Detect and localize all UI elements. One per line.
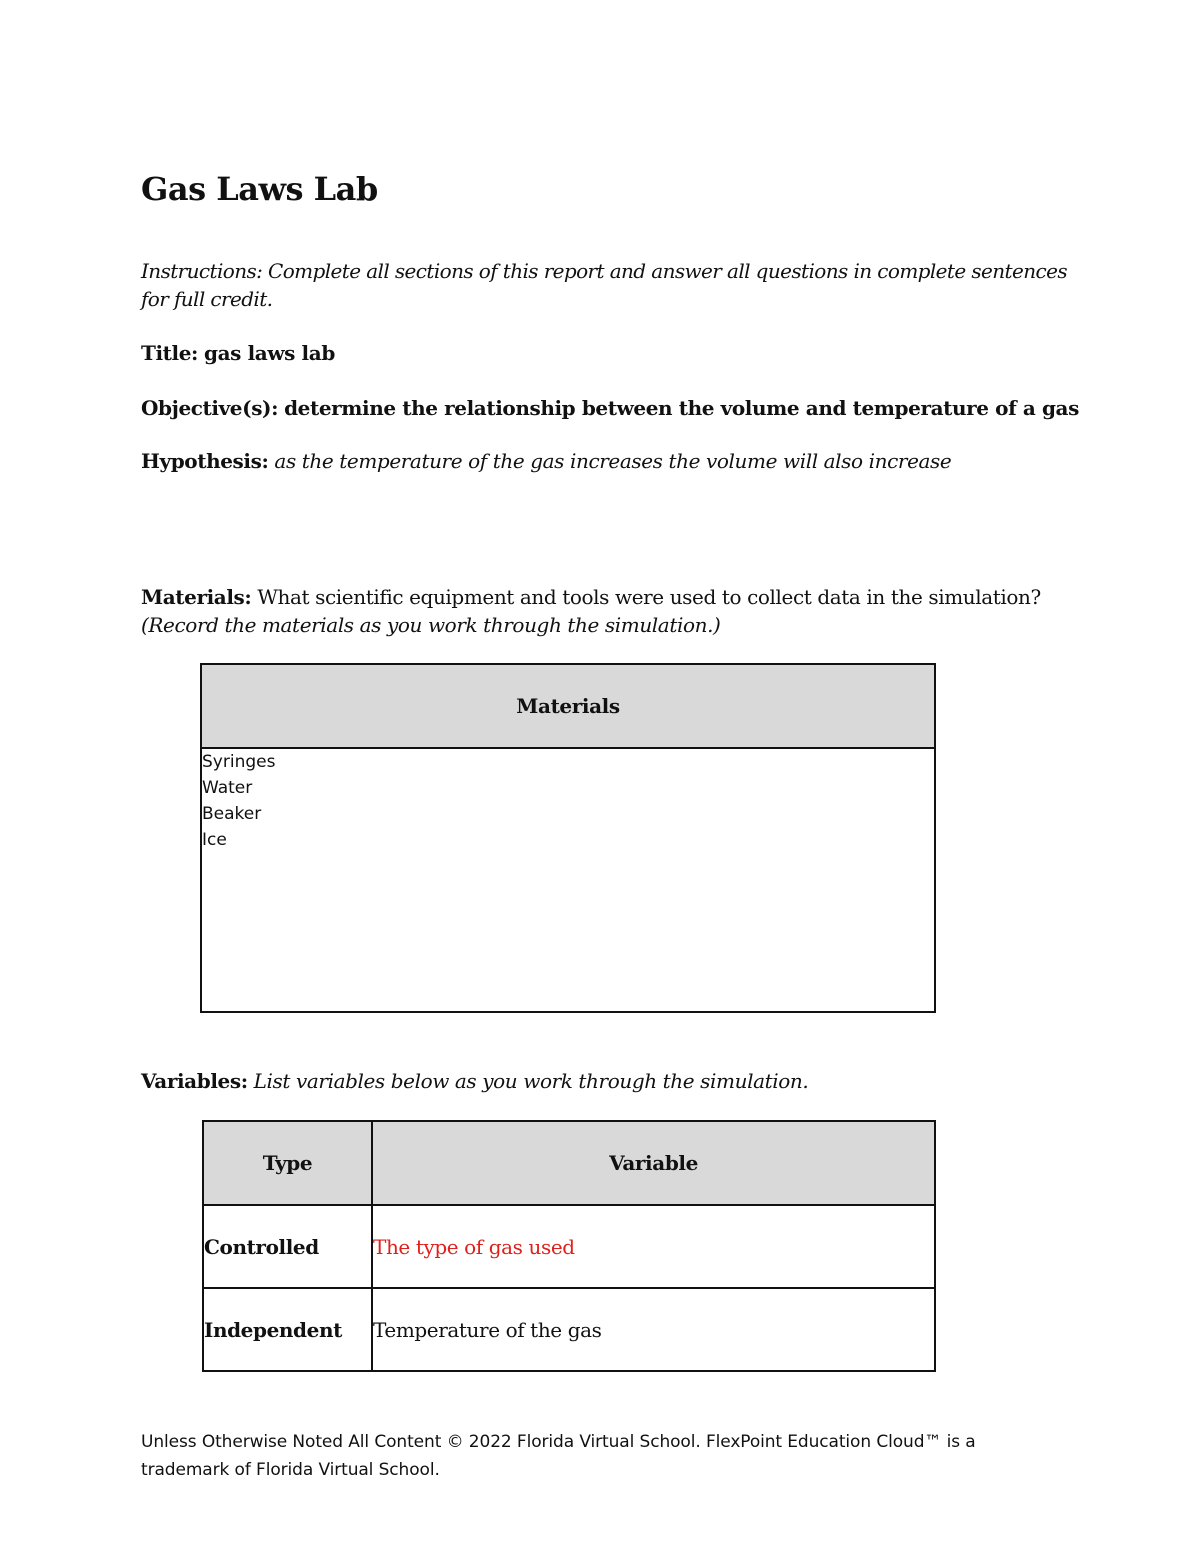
materials-cell bbox=[201, 748, 935, 1012]
materials-label: Materials: bbox=[141, 585, 252, 609]
table-row bbox=[203, 1205, 935, 1288]
hypothesis-value: as the temperature of the gas increases the volume will also increase bbox=[274, 449, 952, 473]
instructions-text: Instructions: Complete all sections of this report and answer all questions in complete sentences for full credit. bbox=[141, 259, 1067, 311]
materials-field bbox=[141, 583, 1041, 639]
objective-value: determine the relationship between the volume and temperature of a gas bbox=[284, 396, 1079, 420]
variables-note: List variables below as you work through the simulation. bbox=[253, 1069, 809, 1093]
title-field bbox=[141, 339, 335, 367]
materials-header: Materials bbox=[201, 664, 935, 748]
materials-list bbox=[202, 749, 934, 853]
materials-note: (Record the materials as you work through the simulation.) bbox=[141, 613, 721, 637]
objective-label: Objective(s): bbox=[141, 396, 279, 420]
variables-field bbox=[141, 1067, 808, 1095]
variables-table bbox=[202, 1120, 936, 1372]
variable-cell: The type of gas used bbox=[372, 1205, 935, 1288]
material-item: Water bbox=[202, 778, 253, 798]
hypothesis-label: Hypothesis: bbox=[141, 449, 269, 473]
footer-copyright: Unless Otherwise Noted All Content © 2022 Florida Virtual School. FlexPoint Education Cloud™ is a trademark of Florida Virtual School. bbox=[141, 1432, 976, 1480]
material-item: Beaker bbox=[202, 804, 262, 824]
materials-table bbox=[200, 663, 936, 1013]
material-item: Syringes bbox=[202, 752, 276, 772]
title-value: gas laws lab bbox=[204, 341, 335, 365]
variable-header: Variable bbox=[372, 1121, 935, 1205]
type-header: Type bbox=[203, 1121, 372, 1205]
material-item: Ice bbox=[202, 830, 227, 850]
hypothesis-field bbox=[141, 447, 951, 475]
variable-cell: Temperature of the gas bbox=[372, 1288, 935, 1371]
objective-field bbox=[141, 394, 1079, 422]
table-row bbox=[203, 1288, 935, 1371]
variables-label: Variables: bbox=[141, 1069, 248, 1093]
title-label: Title: bbox=[141, 341, 199, 365]
materials-question: What scientific equipment and tools were used to collect data in the simulation? bbox=[257, 585, 1041, 609]
type-cell: Independent bbox=[203, 1288, 372, 1371]
type-cell: Controlled bbox=[203, 1205, 372, 1288]
page-title: Gas Laws Lab bbox=[141, 170, 378, 208]
